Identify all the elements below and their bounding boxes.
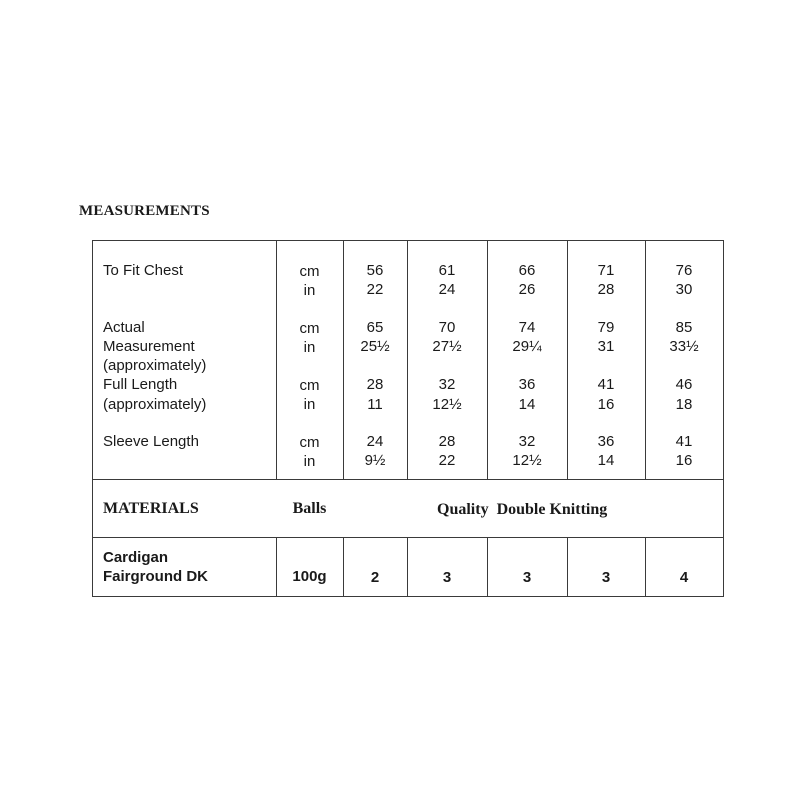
value-cell: 30 <box>675 281 693 298</box>
value-cell: 70 <box>438 319 456 336</box>
value-cell: 28 <box>597 281 615 298</box>
value-cell: 28 <box>366 376 384 393</box>
value-cell: 25½ <box>360 338 390 355</box>
value-cell: 16 <box>597 396 615 413</box>
yarn-name: Fairground DK <box>103 568 208 585</box>
yarn-name: Cardigan <box>103 549 169 566</box>
col-divider <box>487 537 488 596</box>
col-divider <box>567 537 568 596</box>
value-cell: 33½ <box>669 338 699 355</box>
value-cell: 12½ <box>432 396 462 413</box>
value-cell: 41 <box>675 433 693 450</box>
value-cell: 79 <box>597 319 615 336</box>
row-label: (approximately) <box>103 396 207 413</box>
value-cell: 18 <box>675 396 693 413</box>
value-cell: 11 <box>367 396 383 413</box>
row-label: Actual <box>103 319 145 336</box>
value-cell: 66 <box>518 262 536 279</box>
value-cell: 74 <box>518 319 536 336</box>
ball-count: 3 <box>442 569 452 586</box>
value-cell: 29¼ <box>512 338 542 355</box>
materials-label: MATERIALS <box>103 500 199 517</box>
value-cell: 41 <box>597 376 615 393</box>
value-cell: 22 <box>438 452 456 469</box>
value-cell: 14 <box>597 452 615 469</box>
value-cell: 14 <box>518 396 536 413</box>
unit-label: cm <box>299 377 320 394</box>
value-cell: 36 <box>597 433 615 450</box>
value-cell: 71 <box>597 262 615 279</box>
value-cell: 56 <box>366 262 384 279</box>
unit-label: in <box>303 339 316 356</box>
col-divider <box>407 537 408 596</box>
unit-label: cm <box>299 320 320 337</box>
value-cell: 61 <box>438 262 456 279</box>
row-label: (approximately) <box>103 357 207 374</box>
ball-count: 4 <box>679 569 689 586</box>
unit-label: in <box>303 282 316 299</box>
value-cell: 32 <box>438 376 456 393</box>
value-cell: 32 <box>518 433 536 450</box>
row-label: To Fit Chest <box>103 262 184 279</box>
col-divider <box>343 537 344 596</box>
unit-label: in <box>303 396 316 413</box>
unit-label: in <box>303 453 316 470</box>
page-title: MEASUREMENTS <box>79 203 210 219</box>
quality-label: Quality Double Knitting <box>437 501 608 518</box>
value-cell: 28 <box>438 433 456 450</box>
unit-label: cm <box>299 434 320 451</box>
value-cell: 12½ <box>512 452 542 469</box>
value-cell: 27½ <box>432 338 462 355</box>
value-cell: 31 <box>597 338 615 355</box>
value-cell: 26 <box>518 281 536 298</box>
row-divider <box>93 537 723 538</box>
value-cell: 16 <box>675 452 693 469</box>
row-divider <box>93 479 723 480</box>
value-cell: 65 <box>366 319 384 336</box>
value-cell: 46 <box>675 376 693 393</box>
value-cell: 9½ <box>364 452 386 469</box>
unit-label: cm <box>299 263 320 280</box>
value-cell: 24 <box>438 281 456 298</box>
ball-count: 3 <box>601 569 611 586</box>
yarn-weight: 100g <box>292 568 327 585</box>
row-label: Sleeve Length <box>103 433 199 450</box>
value-cell: 76 <box>675 262 693 279</box>
row-label: Full Length <box>103 376 178 393</box>
col-divider <box>645 537 646 596</box>
value-cell: 36 <box>518 376 536 393</box>
ball-count: 2 <box>370 569 380 586</box>
value-cell: 24 <box>366 433 384 450</box>
balls-label: Balls <box>292 500 327 517</box>
measurements-table <box>92 240 724 597</box>
ball-count: 3 <box>522 569 532 586</box>
row-label: Measurement <box>103 338 195 355</box>
value-cell: 85 <box>675 319 693 336</box>
value-cell: 22 <box>366 281 384 298</box>
